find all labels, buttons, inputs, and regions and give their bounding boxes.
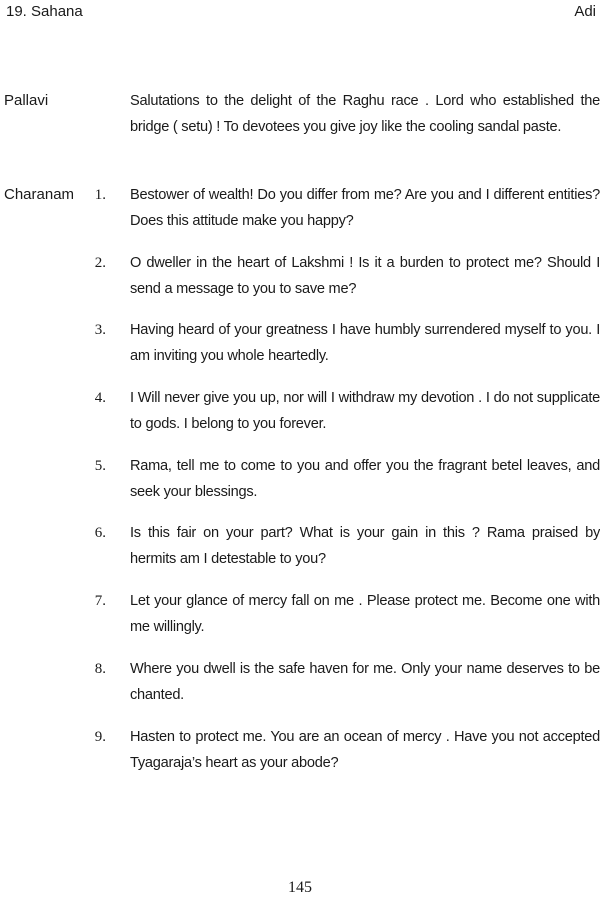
page-number: 145 <box>288 879 312 896</box>
charanam-label: Charanam <box>4 186 75 203</box>
song-title: 19. Sahana <box>6 3 83 20</box>
pallavi-label: Pallavi <box>4 92 49 109</box>
verse-number: 2. <box>94 255 106 271</box>
verse-number: 6. <box>94 525 106 541</box>
verse-number: 7. <box>94 593 106 609</box>
pallavi-text: Salutations to the delight of the Raghu race . Lord who established the bridge ( setu) ! To devotees you give joy like the cooling sandal paste. <box>130 93 600 135</box>
verse-text: Hasten to protect me. You are an ocean of mercy . Have you not accepted Tyagaraja’s heart as your abode? <box>130 729 600 771</box>
verse-number: 3. <box>94 322 106 338</box>
verse-number: 8. <box>94 661 106 677</box>
verse-number: 5. <box>94 458 106 474</box>
verse-text: Let your glance of mercy fall on me . Please protect me. Become one with me willingly. <box>130 593 600 635</box>
verse-number: 1. <box>94 187 106 203</box>
verse-text: Bestower of wealth! Do you differ from me? Are you and I different entities? Does this attitude make you happy? <box>130 187 600 229</box>
verse-text: Is this fair on your part? What is your gain in this ? Rama praised by hermits am I detestable to you? <box>130 525 600 567</box>
tala-label: Adi <box>574 3 596 20</box>
verse-text: Having heard of your greatness I have humbly surrendered myself to you. I am inviting you whole heartedly. <box>130 322 600 364</box>
verse-number: 4. <box>94 390 106 406</box>
verse-text: Where you dwell is the safe haven for me. Only your name deserves to be chanted. <box>130 661 600 703</box>
verse-text: O dweller in the heart of Lakshmi ! Is it a burden to protect me? Should I send a message to you to save me? <box>130 255 600 297</box>
verse-text: Rama, tell me to come to you and offer you the fragrant betel leaves, and seek your blessings. <box>130 458 600 500</box>
verse-text: I Will never give you up, nor will I withdraw my devotion . I do not supplicate to gods. I belong to you forever. <box>130 390 600 432</box>
verse-number: 9. <box>94 729 106 745</box>
